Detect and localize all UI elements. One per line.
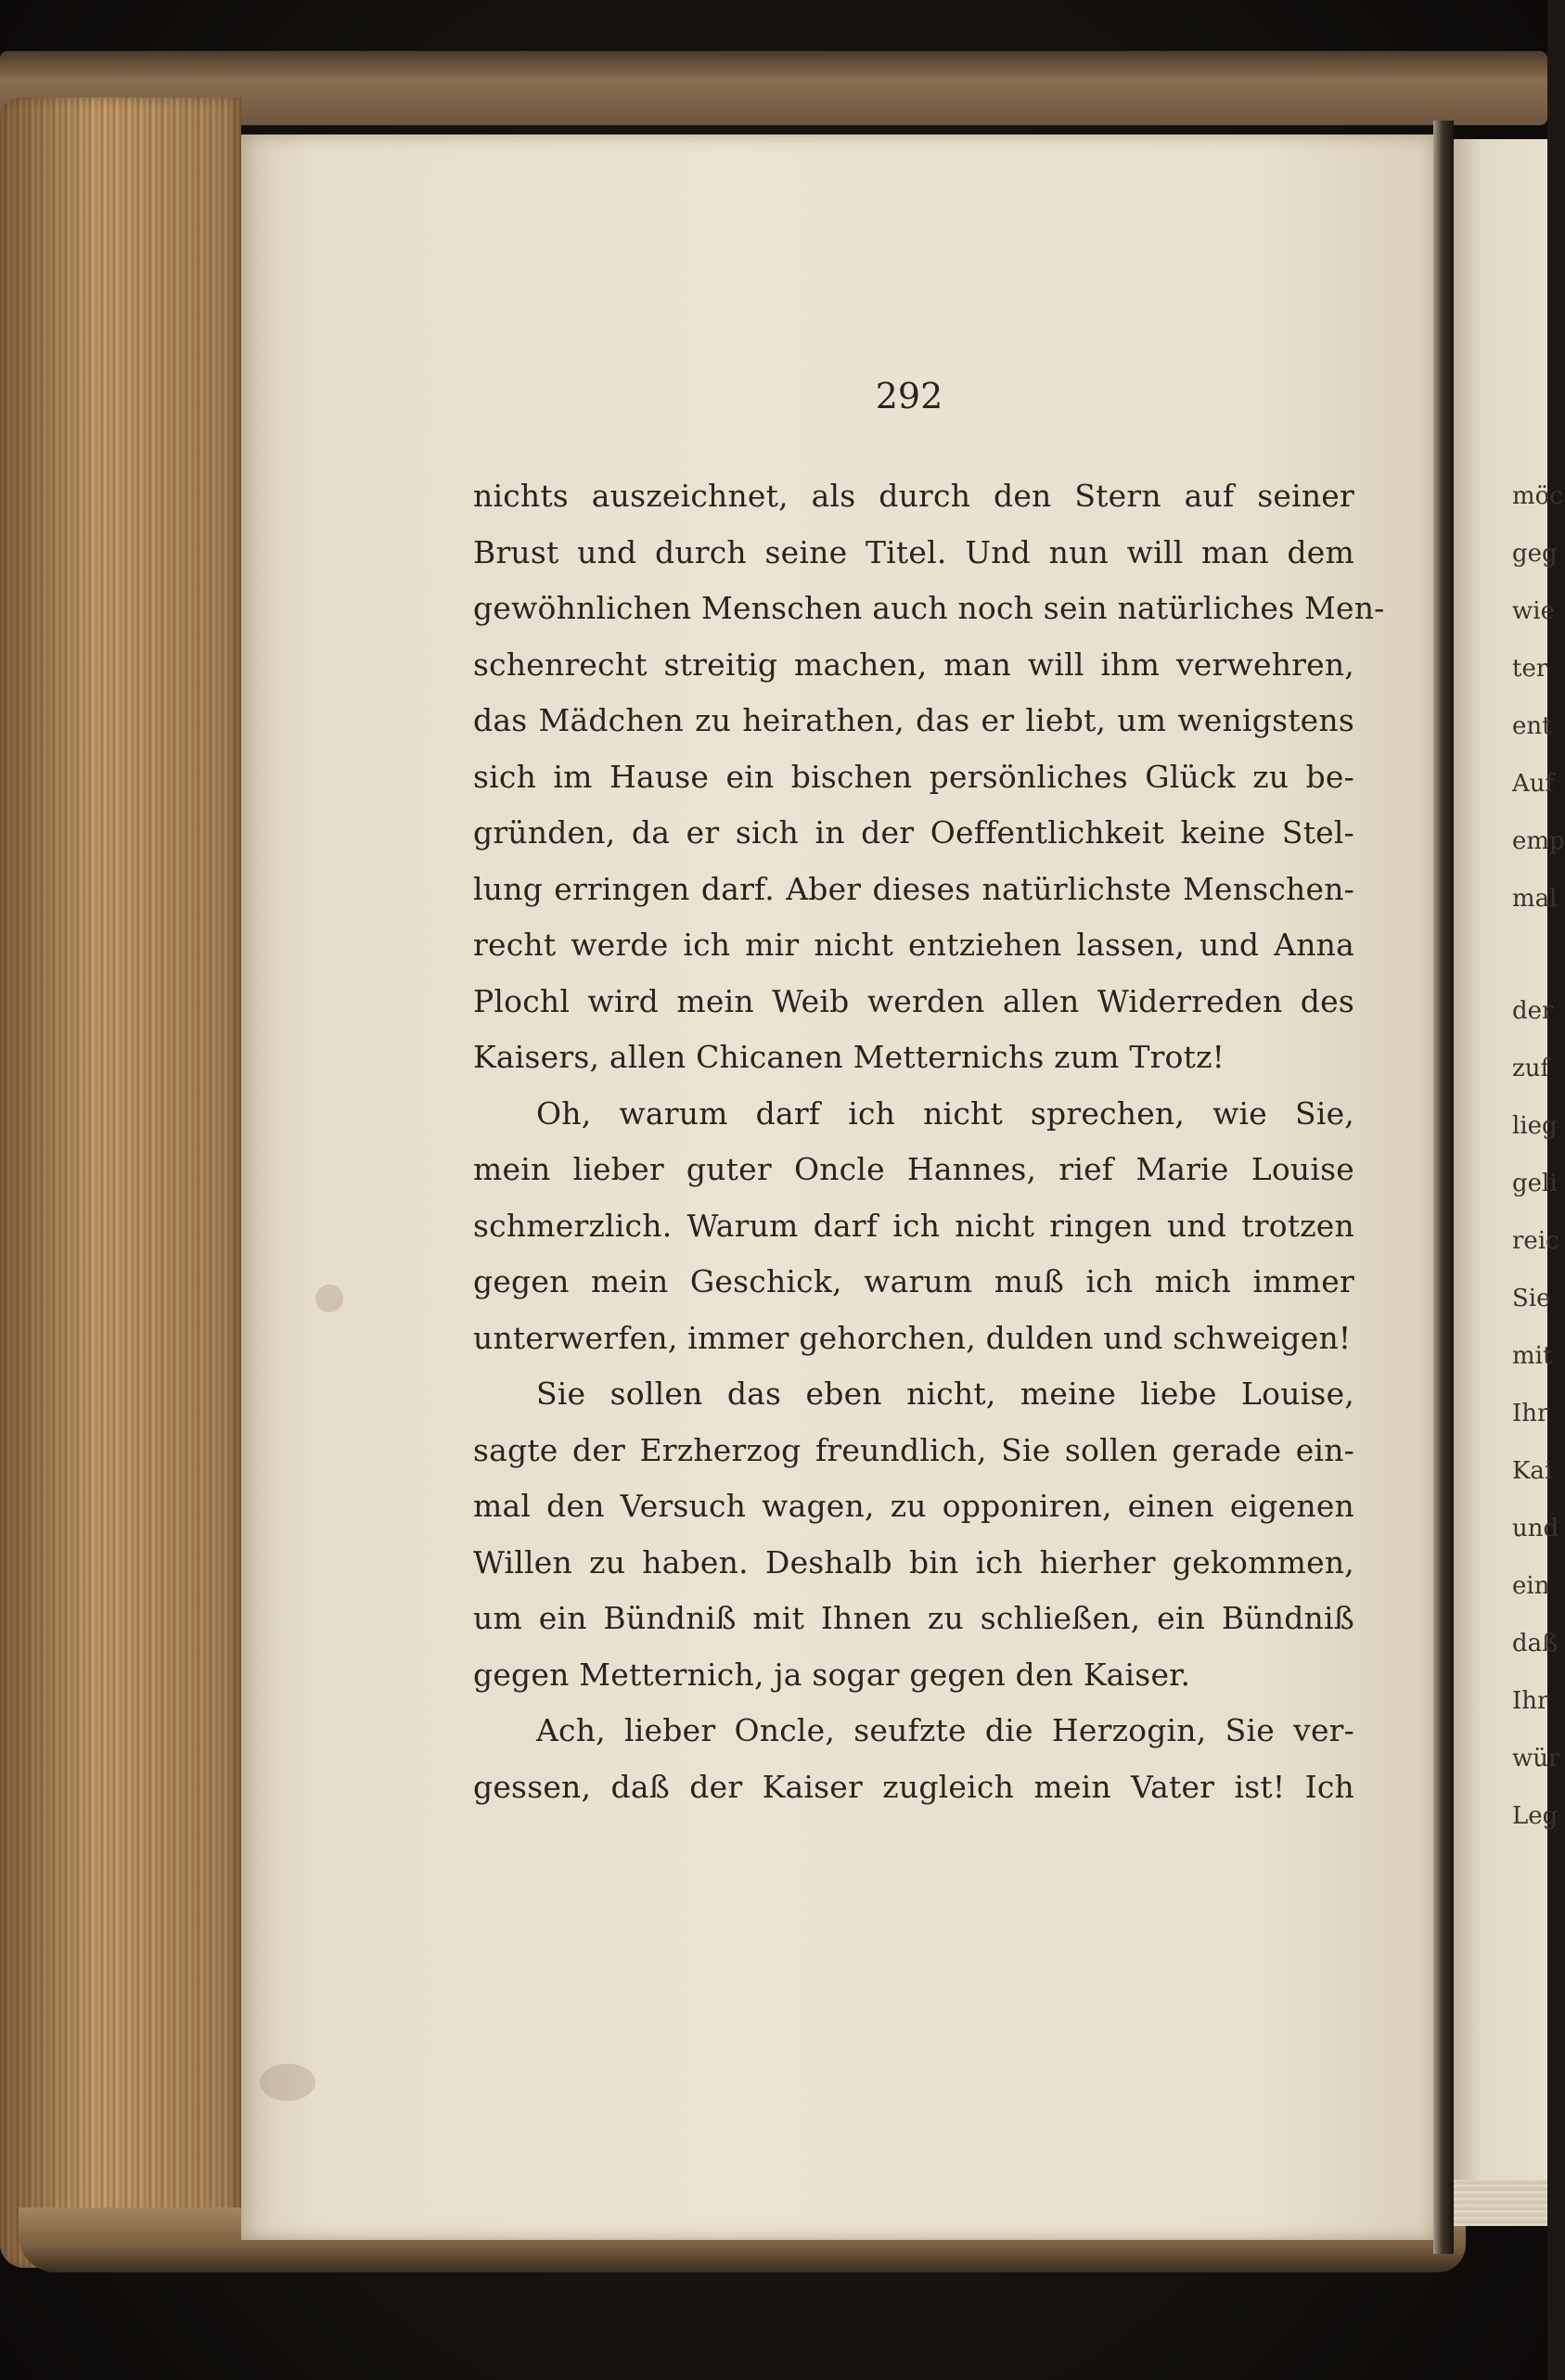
text-line: unterwerfen, immer gehorchen, dulden und schweigen! <box>473 1319 1352 1356</box>
text-line: Plochl wird mein Weib werden allen Widerreden des <box>473 982 1354 1019</box>
text-line: sich im Hause ein bischen persönliches Glück zu be- <box>473 758 1354 795</box>
facing-page-fragment: ter <box>1512 655 1548 683</box>
text-line: mein lieber guter Oncle Hannes, rief Marie Louise <box>473 1151 1354 1187</box>
facing-page-fragment: ein <box>1512 1572 1550 1600</box>
text-line: recht werde ich mir nicht entziehen lassen, und Anna <box>473 927 1354 963</box>
facing-page-fragment: mit <box>1512 1342 1553 1370</box>
text-line: gewöhnlichen Menschen auch noch sein natürliches Men- <box>473 590 1385 626</box>
facing-page-fragment: wür <box>1512 1745 1560 1772</box>
book-gutter <box>1433 121 1454 2254</box>
facing-page-fragment: wie <box>1512 597 1555 625</box>
facing-page-fragment: daß <box>1512 1630 1559 1657</box>
facing-page-fragment: emp <box>1512 827 1565 855</box>
paper-stain <box>315 1285 343 1312</box>
facing-page-fragment: Leg <box>1512 1802 1559 1830</box>
text-line: gegen Metternich, ja sogar gegen den Kaiser. <box>473 1656 1191 1693</box>
text-line: gessen, daß der Kaiser zugleich mein Vater ist! Ich <box>473 1768 1354 1805</box>
facing-page-fragment: mal <box>1512 885 1558 913</box>
facing-page-fragment: möc <box>1512 482 1563 510</box>
paper-stain <box>260 2064 315 2101</box>
text-line: sagte der Erzherzog freundlich, Sie sollen gerade ein- <box>473 1431 1354 1468</box>
text-line: schenrecht streitig machen, man will ihm verwehren, <box>473 646 1354 683</box>
text-line: lung erringen darf. Aber dieses natürlichste Menschen- <box>473 870 1354 907</box>
text-line: Willen zu haben. Deshalb bin ich hierher gekommen, <box>473 1543 1354 1580</box>
facing-page-fragment: der <box>1512 997 1554 1025</box>
facing-page-fragment: geg <box>1512 540 1558 568</box>
facing-page-fragment: geli <box>1512 1170 1558 1197</box>
facing-page-fragment: Sie <box>1512 1285 1551 1312</box>
text-line: gründen, da er sich in der Oeffentlichkeit keine Stel- <box>473 814 1354 851</box>
page-text-block <box>473 468 1385 1815</box>
facing-page-fragment: und <box>1512 1515 1559 1542</box>
text-line: Kaisers, allen Chicanen Metternichs zum Trotz! <box>473 1039 1225 1075</box>
facing-page-fragment: Ihr <box>1512 1400 1549 1427</box>
text-line: das Mädchen zu heirathen, das er liebt, um wenigstens <box>473 702 1354 738</box>
facing-page-fragment: reic <box>1512 1227 1559 1255</box>
facing-page-fragment: lieg <box>1512 1112 1558 1140</box>
facing-page-fragment: ent <box>1512 712 1552 740</box>
facing-page-fragment: Auf <box>1512 770 1555 798</box>
facing-page-fragment: Ihr <box>1512 1687 1549 1715</box>
text-line: mal den Versuch wagen, zu opponiren, einen eigenen <box>473 1488 1354 1524</box>
text-line: nichts auszeichnet, als durch den Stern auf seiner <box>473 478 1354 514</box>
facing-page-fragment: zuf <box>1512 1055 1550 1082</box>
text-line: Brust und durch seine Titel. Und nun will man dem <box>473 533 1354 570</box>
text-line: Sie sollen das eben nicht, meine liebe Louise, <box>536 1376 1354 1412</box>
text-line: schmerzlich. Warum darf ich nicht ringen und trotzen <box>473 1207 1354 1244</box>
text-line: um ein Bündniß mit Ihnen zu schließen, ein Bündniß <box>473 1600 1354 1636</box>
facing-page-fragment: Kai <box>1512 1457 1553 1485</box>
page-edges-shading <box>0 97 241 2268</box>
text-line: Oh, warum darf ich nicht sprechen, wie Sie, <box>536 1094 1354 1132</box>
page-number: 292 <box>875 376 943 416</box>
facing-page-edges <box>1454 2180 1547 2226</box>
text-line: Ach, lieber Oncle, seufzte die Herzogin, Sie ver- <box>536 1712 1354 1748</box>
text-line: gegen mein Geschick, warum muß ich mich immer <box>473 1263 1354 1299</box>
